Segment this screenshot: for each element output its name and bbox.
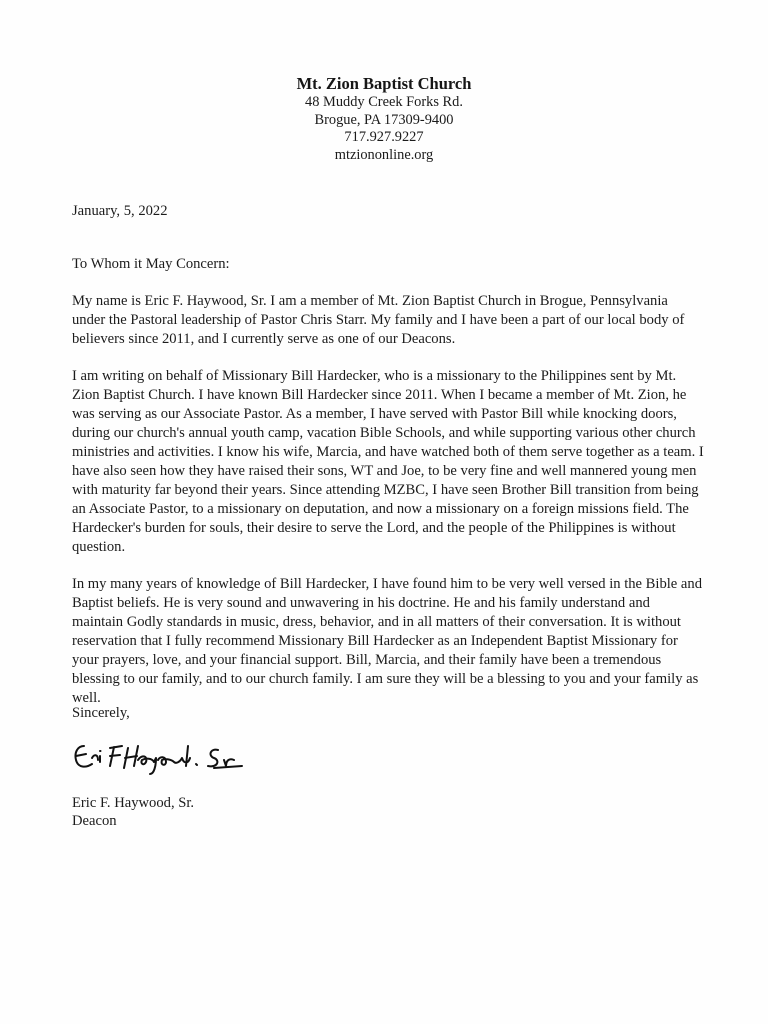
signer-block [72, 794, 194, 830]
website: mtziononline.org [334, 146, 434, 163]
body-paragraph: In my many years of knowledge of Bill Hardecker, I have found him to be very well versed in the Bible and Baptist beliefs. He is very sound and unwavering in his doctrine. He and his family understand and maintain Godly standards in music, dress, behavior, and in all matters of their conversation. It is without reservation that I fully recommend Missionary Bill Hardecker as an Independent Baptist Missionary for your prayers, love, and your financial support. Bill, Marcia, and their family have been a tremendous blessing to our family, and to our church family. I am sure they will be a blessing to you and your family as well. [72, 576, 703, 706]
church-name: Mt. Zion Baptist Church [296, 74, 472, 93]
signer-name: Eric F. Haywood, Sr. [72, 795, 195, 811]
letter-body [72, 292, 704, 726]
salutation: To Whom it May Concern: [72, 256, 230, 272]
address-line-1: 48 Muddy Creek Forks Rd. [305, 94, 463, 110]
closing: Sincerely, [72, 705, 130, 721]
address-line-2: Brogue, PA 17309-9400 [314, 111, 454, 128]
body-paragraph: My name is Eric F. Haywood, Sr. I am a member of Mt. Zion Baptist Church in Brogue, Pennsylvania under the Pastoral leadership of Pastor Chris Starr. My family and I have been a part of our local body of believers since 2011, and I currently serve as one of our Deacons. [72, 293, 685, 347]
phone-number: 717.927.9227 [344, 129, 424, 145]
letterhead [0, 74, 768, 164]
handwritten-signature [70, 736, 250, 776]
letter-date: January, 5, 2022 [72, 203, 168, 219]
body-paragraph: I am writing on behalf of Missionary Bill Hardecker, who is a missionary to the Philippines sent by Mt. Zion Baptist Church. I have known Bill Hardecker since 2011. When I became a member of Mt. Zion, he was serving as our Associate Pastor. As a member, I have served with Pastor Bill while knocking doors, during our church's annual youth camp, vacation Bible Schools, and while supporting various other church ministries and activities. I know his wife, Marcia, and have watched both of them serve together as a team. I have also seen how they have raised their sons, WT and Joe, to be very fine and well mannered young men with maturity far beyond their years. Since attending MZBC, I have seen Brother Bill transition from being an Associate Pastor, to a missionary on deputation, and now a missionary on a foreign missions field. The Hardecker's burden for souls, their desire to serve the Lord, and the people of the Philippines is without question. [72, 368, 704, 555]
signer-title: Deacon [72, 813, 117, 829]
